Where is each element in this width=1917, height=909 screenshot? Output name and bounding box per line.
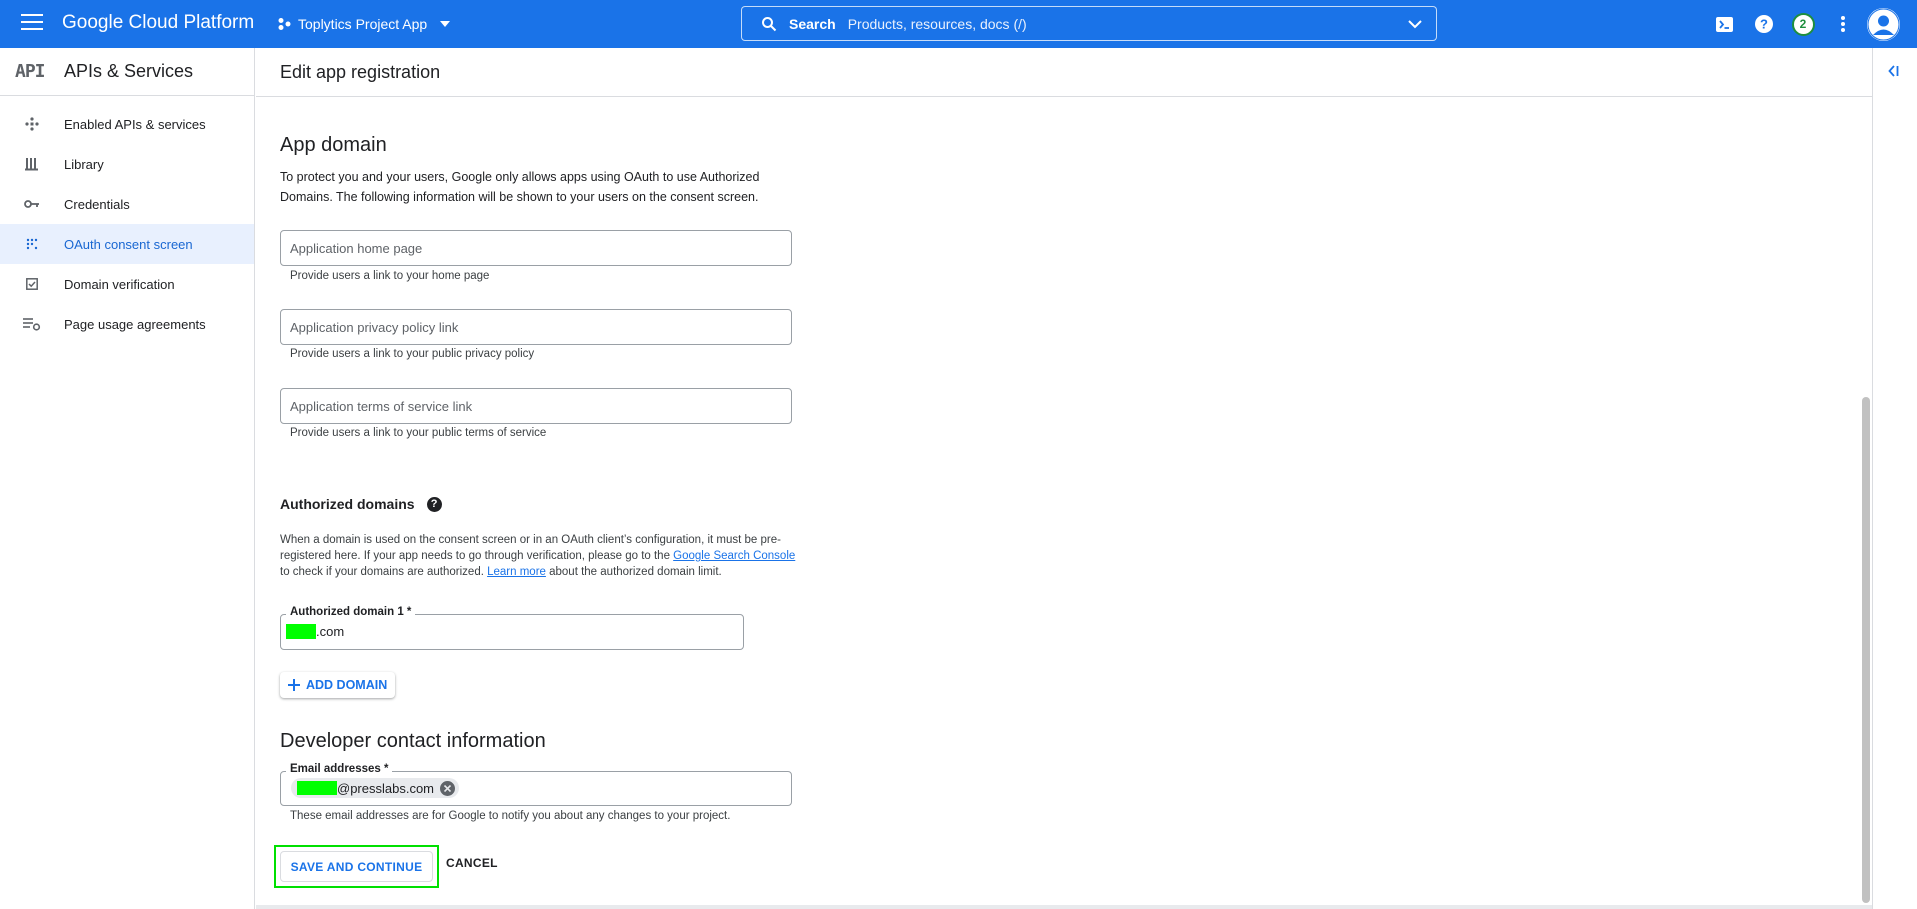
project-selector[interactable] bbox=[277, 10, 450, 38]
email-addresses-hint: These email addresses are for Google to notify you about any changes to your project. bbox=[290, 810, 731, 822]
page-title: Edit app registration bbox=[280, 62, 441, 82]
home-page-field[interactable] bbox=[280, 230, 792, 266]
sidebar-item-credentials[interactable] bbox=[0, 184, 254, 224]
hamburger-menu-icon[interactable] bbox=[21, 14, 43, 34]
sidebar-item-label: OAuth consent screen bbox=[64, 236, 193, 252]
help-icon[interactable] bbox=[1752, 12, 1776, 36]
sidebar-item-oauth-consent-screen[interactable] bbox=[0, 224, 254, 264]
sidebar-item-label: Library bbox=[64, 156, 104, 172]
sidebar-title: APIs & Services bbox=[64, 61, 194, 81]
app-domain-description: To protect you and your users, Google only allows apps using OAuth to use Authorized Domains. The following information will be shown to your users on the consent screen. bbox=[280, 170, 760, 204]
library-icon bbox=[0, 157, 64, 171]
cancel-button[interactable]: CANCEL bbox=[446, 856, 498, 870]
sidebar-nav bbox=[0, 104, 254, 344]
page-header bbox=[256, 48, 1872, 97]
search-bar[interactable] bbox=[741, 6, 1437, 41]
email-chip: @presslabs.com bbox=[291, 778, 459, 798]
developer-contact-heading: Developer contact information bbox=[280, 730, 546, 752]
account-avatar-icon[interactable] bbox=[1867, 8, 1900, 41]
left-sidebar bbox=[0, 48, 255, 909]
key-icon bbox=[0, 199, 64, 209]
more-vert-icon[interactable] bbox=[1831, 12, 1855, 36]
privacy-policy-hint: Provide users a link to your public privacy policy bbox=[290, 348, 535, 360]
authorized-domain-value[interactable]: .com bbox=[286, 624, 344, 639]
checkbox-icon bbox=[0, 278, 64, 290]
add-domain-button[interactable]: ADD DOMAIN bbox=[280, 672, 395, 698]
remove-chip-icon[interactable] bbox=[440, 781, 455, 796]
terms-of-service-hint: Provide users a link to your public terms of service bbox=[290, 427, 547, 439]
main-scrollbar[interactable] bbox=[1859, 97, 1872, 909]
redacted-block bbox=[286, 624, 316, 639]
privacy-policy-field[interactable] bbox=[280, 309, 792, 345]
authorized-domains-description: When a domain is used on the consent screen or in an OAuth client’s configuration, it must be pre-registered here. If your app needs to go through verification, please go to the Google Search Console to check if your domains are authorized. Learn more about the authorized domain limit. bbox=[280, 534, 796, 578]
svg-text:?: ? bbox=[1760, 16, 1768, 32]
scrollbar-thumb[interactable] bbox=[1862, 397, 1870, 903]
terms-of-service-field[interactable] bbox=[280, 388, 792, 424]
settings-list-icon bbox=[0, 317, 64, 331]
apis-icon bbox=[0, 116, 64, 132]
project-hub-icon bbox=[277, 17, 291, 31]
home-page-hint: Provide users a link to your home page bbox=[290, 270, 490, 282]
chevron-down-icon bbox=[440, 21, 450, 27]
redacted-block bbox=[297, 781, 337, 795]
save-and-continue-button[interactable]: SAVE AND CONTINUE bbox=[280, 851, 433, 882]
consent-icon bbox=[0, 238, 64, 250]
expand-panel-icon[interactable] bbox=[1887, 64, 1899, 82]
sidebar-item-label: Credentials bbox=[64, 196, 130, 212]
sidebar-item-label: Enabled APIs & services bbox=[64, 116, 206, 132]
plus-icon bbox=[288, 679, 300, 691]
learn-more-link[interactable]: Learn more bbox=[487, 566, 546, 578]
email-addresses-field[interactable] bbox=[280, 763, 792, 806]
sidebar-item-domain-verification[interactable] bbox=[0, 264, 254, 304]
sidebar-header bbox=[0, 48, 255, 96]
google-search-console-link[interactable]: Google Search Console bbox=[673, 550, 796, 562]
search-expand-chevron-icon[interactable] bbox=[1408, 19, 1422, 29]
search-label: Search bbox=[789, 15, 836, 32]
sidebar-item-page-usage-agreements[interactable] bbox=[0, 304, 254, 344]
sidebar-item-label: Domain verification bbox=[64, 276, 175, 292]
privacy-policy-input[interactable] bbox=[281, 310, 791, 344]
right-panel-rail bbox=[1872, 48, 1917, 909]
authorized-domain-field[interactable] bbox=[280, 606, 744, 650]
authorized-domains-heading: Authorized domains ? bbox=[280, 496, 442, 512]
cloud-shell-icon[interactable] bbox=[1712, 12, 1736, 36]
home-page-input[interactable] bbox=[281, 231, 791, 265]
search-input[interactable] bbox=[848, 16, 1368, 32]
sidebar-item-label: Page usage agreements bbox=[64, 316, 206, 332]
app-domain-heading: App domain bbox=[280, 134, 387, 156]
sidebar-item-enabled-apis[interactable] bbox=[0, 104, 254, 144]
email-addresses-label: Email addresses * bbox=[286, 763, 392, 775]
bottom-divider bbox=[256, 905, 1872, 909]
search-icon bbox=[761, 16, 777, 32]
sidebar-item-library[interactable] bbox=[0, 144, 254, 184]
authorized-domain-label: Authorized domain 1 * bbox=[286, 606, 415, 618]
api-logo: API bbox=[15, 61, 45, 82]
help-circle-icon[interactable]: ? bbox=[427, 497, 442, 512]
notifications-badge[interactable]: 2 bbox=[1791, 12, 1815, 36]
save-button-highlight bbox=[274, 845, 439, 888]
terms-of-service-input[interactable] bbox=[281, 389, 791, 423]
top-app-bar bbox=[0, 0, 1917, 48]
project-name: Toplytics Project App bbox=[298, 16, 428, 32]
brand-title[interactable]: Google Cloud Platform bbox=[62, 12, 255, 33]
